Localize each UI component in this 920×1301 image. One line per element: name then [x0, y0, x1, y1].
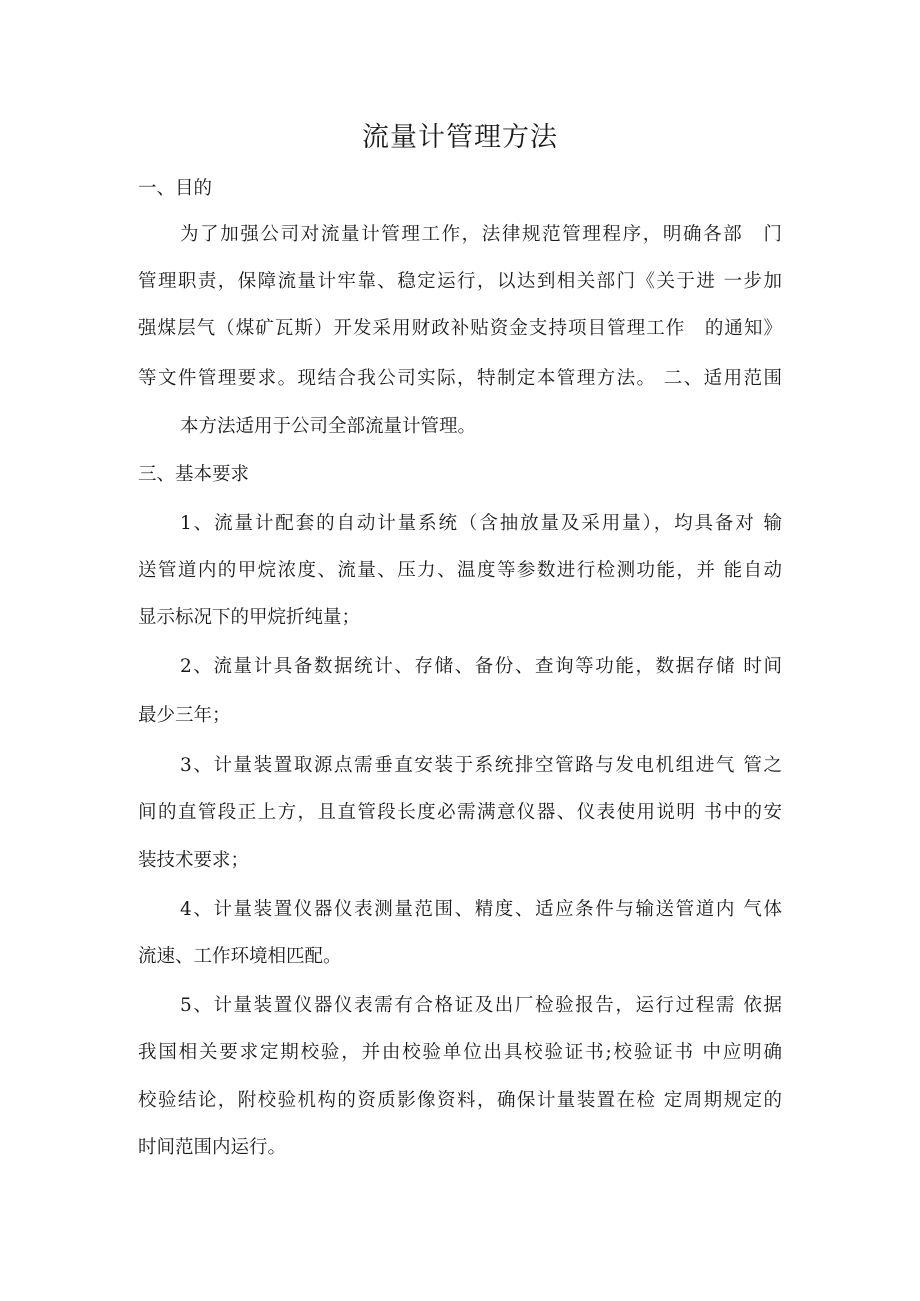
- list-item-line: 1、流量计配套的自动计量系统（含抽放量及采用量），均具备对 输: [180, 513, 782, 534]
- list-item-line: 3、计量装置取源点需垂直安装于系统排空管路与发电机组进气 管之: [180, 755, 782, 776]
- heading-requirements: 三、基本要求: [138, 464, 250, 485]
- list-item-line: 2、流量计具备数据统计、存储、备份、查询等功能，数据存储 时间: [180, 656, 782, 677]
- paragraph-line: 等文件管理要求。现结合我公司实际，特制定本管理方法。 二、适用范围: [138, 368, 782, 389]
- list-item-line: 时间范围内运行。: [138, 1137, 287, 1158]
- paragraph-line: 管理职责，保障流量计牢靠、稳定运行，以达到相关部门《关于进 一步加: [138, 271, 782, 292]
- list-item-line: 最少三年；: [138, 705, 231, 726]
- list-item-line: 装技术要求；: [138, 850, 250, 871]
- list-item-line: 校验结论，附校验机构的资质影像资料，确保计量装置在检 定周期规定的: [138, 1090, 782, 1111]
- paragraph-line: 为了加强公司对流量计管理工作，法律规范管理程序，明确各部 门: [180, 224, 782, 245]
- list-item-line: 5、计量装置仪器仪表需有合格证及出厂检验报告，运行过程需 依据: [180, 995, 782, 1016]
- list-item-line: 4、计量装置仪器仪表测量范围、精度、适应条件与输送管道内 气体: [180, 899, 782, 920]
- list-item-line: 流速、工作环境相匹配。: [138, 946, 342, 967]
- heading-purpose: 一、目的: [138, 178, 213, 199]
- list-item-line: 显示标况下的甲烷折纯量；: [138, 607, 361, 628]
- list-item-line: 间的直管段正上方，且直管段长度必需满意仪器、仪表使用说明 书中的安: [138, 802, 782, 823]
- list-item-line: 送管道内的甲烷浓度、流量、压力、温度等参数进行检测功能，并 能自动: [138, 560, 782, 581]
- document-title: 流量计管理方法: [362, 122, 558, 153]
- paragraph-line: 强煤层气（煤矿瓦斯）开发采用财政补贴资金支持项目管理工作 的通知》: [138, 318, 782, 339]
- list-item-line: 我国相关要求定期校验，并由校验单位出具校验证书;校验证书 中应明确: [138, 1042, 782, 1063]
- paragraph-line: 本方法适用于公司全部流量计管理。: [180, 416, 477, 437]
